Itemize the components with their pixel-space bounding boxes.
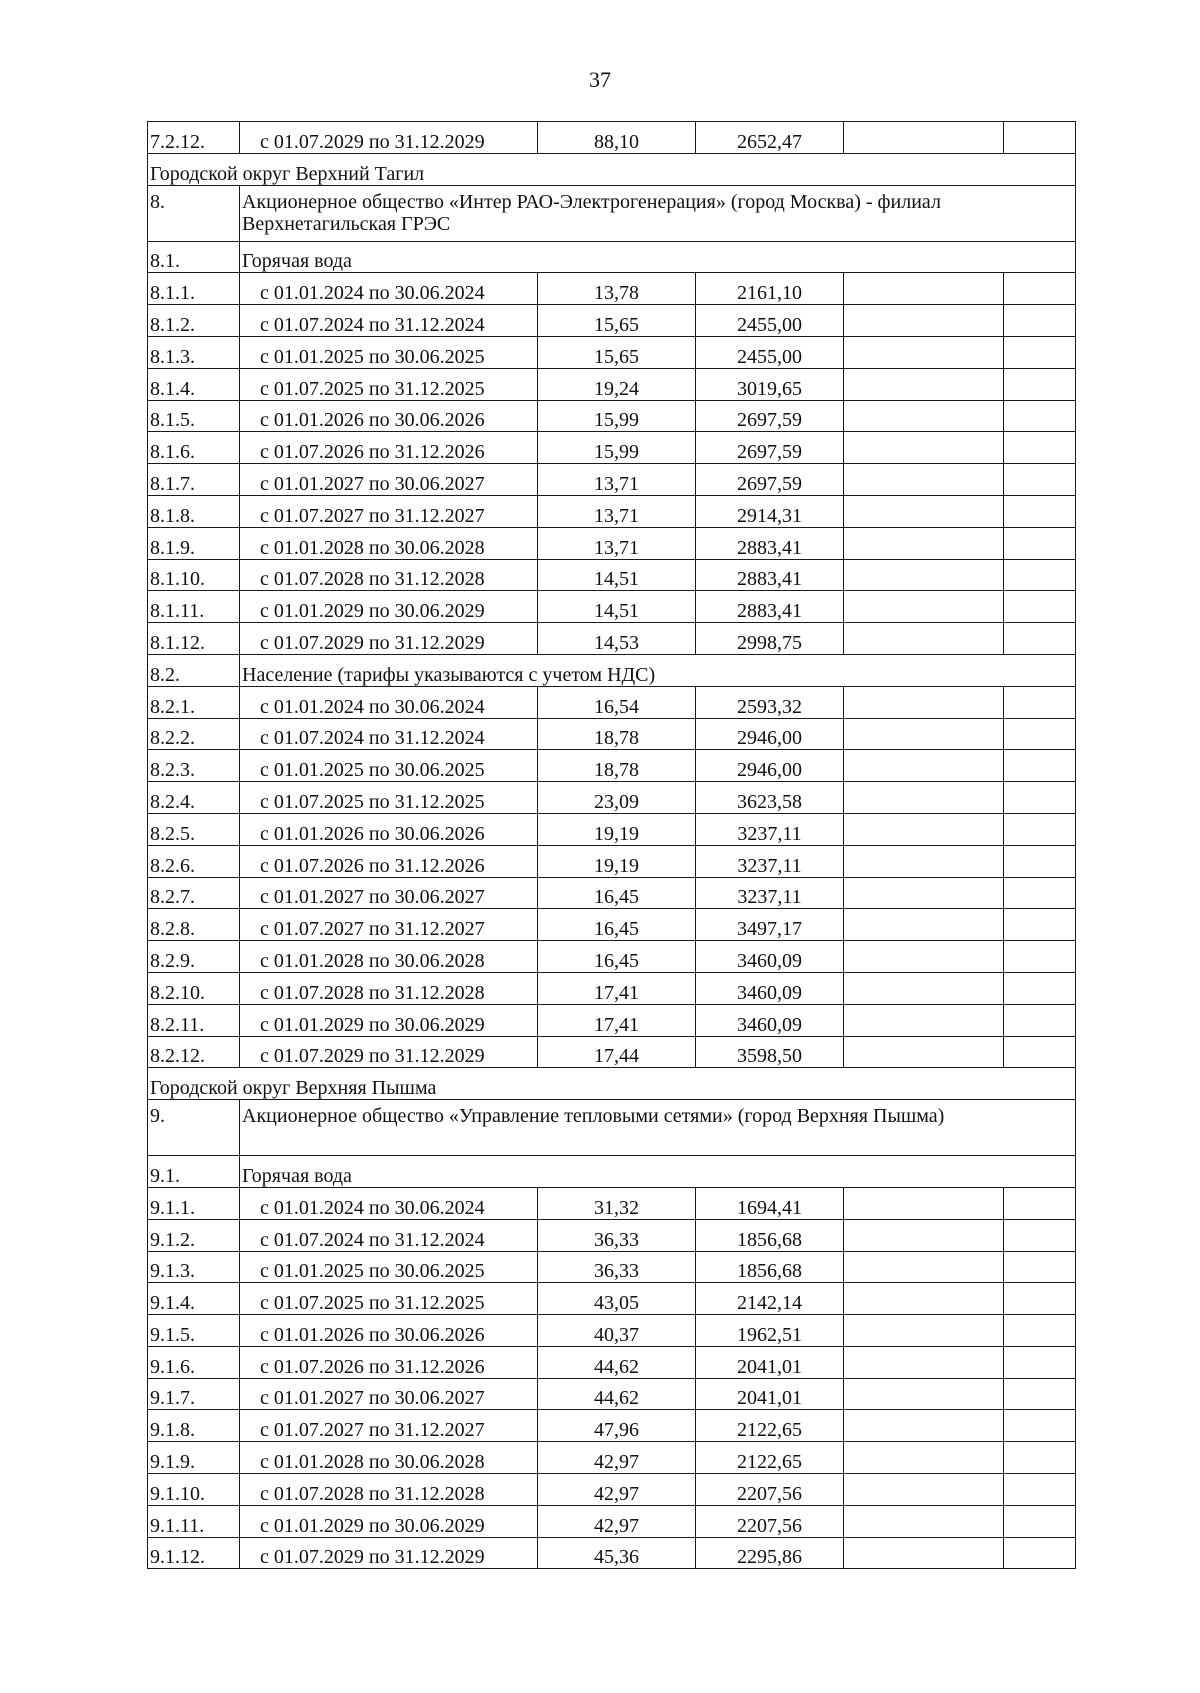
row-empty-cell (1004, 1219, 1076, 1251)
table-row (148, 1251, 1076, 1283)
row-period: с 01.01.2024 по 30.06.2024 (240, 273, 538, 305)
table-row (148, 941, 1076, 973)
row-value-2: 2883,41 (696, 527, 844, 559)
table-row (148, 368, 1076, 400)
row-value-2: 2946,00 (696, 750, 844, 782)
row-period: с 01.07.2029 по 31.12.2029 (240, 623, 538, 655)
row-empty-cell (1004, 591, 1076, 623)
table-row (148, 273, 1076, 305)
row-value-1: 14,51 (538, 559, 696, 591)
row-empty-cell (844, 718, 1004, 750)
row-empty-cell (844, 1378, 1004, 1410)
row-value-1: 13,71 (538, 527, 696, 559)
row-code: 8.1.9. (148, 527, 240, 559)
row-code: 8.1.11. (148, 591, 240, 623)
row-value-1: 42,97 (538, 1505, 696, 1537)
row-value-2: 2041,01 (696, 1346, 844, 1378)
row-value-1: 17,44 (538, 1036, 696, 1068)
row-code: 9.1.3. (148, 1251, 240, 1283)
organization-row (148, 1100, 1076, 1156)
row-code: 8.1. (148, 241, 240, 273)
row-period: с 01.07.2025 по 31.12.2025 (240, 782, 538, 814)
organization-name: Акционерное общество «Интер РАО-Электрогенерация» (город Москва) - филиал Верхнетагильская ГРЭС (240, 185, 1076, 241)
table-row (148, 718, 1076, 750)
row-period: с 01.01.2024 по 30.06.2024 (240, 1187, 538, 1219)
row-period: с 01.07.2026 по 31.12.2026 (240, 1346, 538, 1378)
row-empty-cell (1004, 1004, 1076, 1036)
row-empty-cell (844, 1315, 1004, 1347)
row-period: с 01.07.2029 по 31.12.2029 (240, 122, 538, 154)
row-value-1: 42,97 (538, 1442, 696, 1474)
row-value-2: 3237,11 (696, 845, 844, 877)
row-value-1: 36,33 (538, 1251, 696, 1283)
row-code: 8.2.12. (148, 1036, 240, 1068)
row-empty-cell (1004, 559, 1076, 591)
row-value-1: 19,24 (538, 368, 696, 400)
row-value-2: 2697,59 (696, 432, 844, 464)
row-period: с 01.01.2024 по 30.06.2024 (240, 686, 538, 718)
table-row (148, 750, 1076, 782)
row-empty-cell (844, 1505, 1004, 1537)
row-empty-cell (844, 591, 1004, 623)
row-period: с 01.01.2027 по 30.06.2027 (240, 1378, 538, 1410)
table-row (148, 845, 1076, 877)
row-code: 8.2.4. (148, 782, 240, 814)
row-value-2: 2883,41 (696, 591, 844, 623)
row-code: 9.1.7. (148, 1378, 240, 1410)
row-empty-cell (844, 400, 1004, 432)
table-row (148, 336, 1076, 368)
row-empty-cell (844, 559, 1004, 591)
row-code: 8.1.8. (148, 495, 240, 527)
row-code: 8.2.6. (148, 845, 240, 877)
row-period: с 01.01.2029 по 30.06.2029 (240, 591, 538, 623)
row-empty-cell (1004, 750, 1076, 782)
tariff-table (147, 121, 1076, 1569)
row-empty-cell (844, 1442, 1004, 1474)
row-code: 8.1.3. (148, 336, 240, 368)
group-header-row (148, 241, 1076, 273)
row-period: с 01.01.2025 по 30.06.2025 (240, 336, 538, 368)
row-period: с 01.07.2028 по 31.12.2028 (240, 1474, 538, 1506)
row-value-2: 3497,17 (696, 909, 844, 941)
table-row (148, 877, 1076, 909)
row-period: с 01.01.2028 по 30.06.2028 (240, 527, 538, 559)
row-code: 8.2.3. (148, 750, 240, 782)
row-value-1: 44,62 (538, 1378, 696, 1410)
table-row (148, 813, 1076, 845)
row-value-2: 2946,00 (696, 718, 844, 750)
row-empty-cell (1004, 877, 1076, 909)
row-empty-cell (1004, 273, 1076, 305)
organization-name: Акционерное общество «Управление тепловыми сетями» (город Верхняя Пышма) (240, 1100, 1076, 1156)
row-value-2: 2455,00 (696, 305, 844, 337)
row-period: с 01.01.2026 по 30.06.2026 (240, 1315, 538, 1347)
row-code: 8.1.1. (148, 273, 240, 305)
row-value-2: 1856,68 (696, 1251, 844, 1283)
row-empty-cell (844, 972, 1004, 1004)
row-period: с 01.01.2026 по 30.06.2026 (240, 400, 538, 432)
row-period: с 01.01.2029 по 30.06.2029 (240, 1004, 538, 1036)
table-row (148, 559, 1076, 591)
row-value-2: 3460,09 (696, 972, 844, 1004)
table-row (148, 400, 1076, 432)
row-value-1: 13,71 (538, 464, 696, 496)
group-header-row (148, 1156, 1076, 1188)
row-period: с 01.07.2027 по 31.12.2027 (240, 495, 538, 527)
row-empty-cell (844, 464, 1004, 496)
row-empty-cell (1004, 1505, 1076, 1537)
row-code: 9.1.8. (148, 1410, 240, 1442)
tariff-table-body (148, 122, 1076, 1569)
row-period: с 01.07.2024 по 31.12.2024 (240, 305, 538, 337)
row-value-1: 17,41 (538, 972, 696, 1004)
table-row (148, 623, 1076, 655)
organization-row (148, 185, 1076, 241)
row-period: с 01.01.2028 по 30.06.2028 (240, 941, 538, 973)
row-empty-cell (844, 432, 1004, 464)
row-code: 9.1.10. (148, 1474, 240, 1506)
row-value-2: 2652,47 (696, 122, 844, 154)
row-empty-cell (844, 273, 1004, 305)
row-period: с 01.01.2028 по 30.06.2028 (240, 1442, 538, 1474)
row-code: 7.2.12. (148, 122, 240, 154)
row-empty-cell (1004, 909, 1076, 941)
row-empty-cell (1004, 1346, 1076, 1378)
row-period: с 01.07.2027 по 31.12.2027 (240, 1410, 538, 1442)
row-value-2: 1856,68 (696, 1219, 844, 1251)
row-value-1: 17,41 (538, 1004, 696, 1036)
row-value-2: 3460,09 (696, 941, 844, 973)
row-code: 9.1.4. (148, 1283, 240, 1315)
row-empty-cell (844, 1346, 1004, 1378)
row-empty-cell (844, 336, 1004, 368)
row-empty-cell (1004, 1410, 1076, 1442)
row-code: 9. (148, 1100, 240, 1156)
row-empty-cell (844, 1251, 1004, 1283)
group-title: Население (тарифы указываются с учетом НДС) (240, 654, 1076, 686)
row-value-1: 19,19 (538, 845, 696, 877)
row-code: 8.2.2. (148, 718, 240, 750)
row-period: с 01.01.2029 по 30.06.2029 (240, 1505, 538, 1537)
row-value-2: 2295,86 (696, 1537, 844, 1569)
row-value-1: 43,05 (538, 1283, 696, 1315)
row-value-1: 18,78 (538, 750, 696, 782)
row-period: с 01.01.2026 по 30.06.2026 (240, 813, 538, 845)
table-row (148, 1410, 1076, 1442)
row-value-1: 15,65 (538, 305, 696, 337)
row-empty-cell (844, 1036, 1004, 1068)
section-header-row (148, 153, 1076, 185)
row-code: 8.2.7. (148, 877, 240, 909)
row-empty-cell (844, 1410, 1004, 1442)
row-value-2: 2998,75 (696, 623, 844, 655)
row-value-1: 16,54 (538, 686, 696, 718)
row-period: с 01.07.2024 по 31.12.2024 (240, 718, 538, 750)
row-empty-cell (844, 1537, 1004, 1569)
table-row (148, 122, 1076, 154)
row-code: 9.1.5. (148, 1315, 240, 1347)
row-value-1: 40,37 (538, 1315, 696, 1347)
section-title: Городской округ Верхний Тагил (148, 153, 1076, 185)
row-value-1: 14,53 (538, 623, 696, 655)
row-value-2: 3237,11 (696, 877, 844, 909)
row-period: с 01.07.2024 по 31.12.2024 (240, 1219, 538, 1251)
table-row (148, 527, 1076, 559)
row-value-1: 36,33 (538, 1219, 696, 1251)
row-period: с 01.07.2028 по 31.12.2028 (240, 972, 538, 1004)
table-row (148, 1187, 1076, 1219)
row-value-1: 18,78 (538, 718, 696, 750)
row-value-1: 19,19 (538, 813, 696, 845)
row-code: 8.1.2. (148, 305, 240, 337)
row-value-2: 2697,59 (696, 464, 844, 496)
row-empty-cell (1004, 1283, 1076, 1315)
row-empty-cell (1004, 941, 1076, 973)
row-code: 8.2.5. (148, 813, 240, 845)
row-code: 8.2. (148, 654, 240, 686)
row-period: с 01.07.2027 по 31.12.2027 (240, 909, 538, 941)
table-row (148, 1505, 1076, 1537)
row-period: с 01.07.2026 по 31.12.2026 (240, 432, 538, 464)
row-period: с 01.01.2027 по 30.06.2027 (240, 464, 538, 496)
page-number: 37 (589, 67, 611, 92)
row-value-1: 14,51 (538, 591, 696, 623)
row-empty-cell (844, 941, 1004, 973)
row-value-2: 2883,41 (696, 559, 844, 591)
row-period: с 01.01.2025 по 30.06.2025 (240, 1251, 538, 1283)
table-row (148, 1219, 1076, 1251)
row-empty-cell (1004, 464, 1076, 496)
row-value-1: 13,78 (538, 273, 696, 305)
group-title: Горячая вода (240, 1156, 1076, 1188)
table-row (148, 1315, 1076, 1347)
row-code: 8.1.5. (148, 400, 240, 432)
row-code: 8.2.9. (148, 941, 240, 973)
row-value-1: 16,45 (538, 909, 696, 941)
row-value-2: 2122,65 (696, 1442, 844, 1474)
row-empty-cell (844, 909, 1004, 941)
table-row (148, 972, 1076, 1004)
row-value-2: 3460,09 (696, 1004, 844, 1036)
row-value-2: 2593,32 (696, 686, 844, 718)
row-empty-cell (844, 686, 1004, 718)
table-row (148, 782, 1076, 814)
table-row (148, 1442, 1076, 1474)
row-value-1: 16,45 (538, 877, 696, 909)
row-empty-cell (1004, 1378, 1076, 1410)
row-empty-cell (844, 877, 1004, 909)
row-value-2: 2697,59 (696, 400, 844, 432)
row-empty-cell (1004, 845, 1076, 877)
row-empty-cell (1004, 1537, 1076, 1569)
row-code: 9.1. (148, 1156, 240, 1188)
row-value-1: 47,96 (538, 1410, 696, 1442)
row-value-2: 2455,00 (696, 336, 844, 368)
row-empty-cell (1004, 623, 1076, 655)
row-period: с 01.07.2025 по 31.12.2025 (240, 368, 538, 400)
table-row (148, 686, 1076, 718)
row-value-1: 23,09 (538, 782, 696, 814)
row-empty-cell (844, 122, 1004, 154)
row-empty-cell (844, 813, 1004, 845)
row-empty-cell (844, 750, 1004, 782)
row-empty-cell (1004, 336, 1076, 368)
row-code: 8.2.1. (148, 686, 240, 718)
row-empty-cell (1004, 368, 1076, 400)
row-empty-cell (1004, 972, 1076, 1004)
section-header-row (148, 1068, 1076, 1100)
row-code: 8.1.12. (148, 623, 240, 655)
row-empty-cell (844, 782, 1004, 814)
row-empty-cell (1004, 1474, 1076, 1506)
row-empty-cell (1004, 527, 1076, 559)
table-row (148, 432, 1076, 464)
row-empty-cell (844, 495, 1004, 527)
row-value-2: 2161,10 (696, 273, 844, 305)
group-title: Горячая вода (240, 241, 1076, 273)
row-period: с 01.07.2028 по 31.12.2028 (240, 559, 538, 591)
row-empty-cell (844, 305, 1004, 337)
table-row (148, 1036, 1076, 1068)
row-period: с 01.01.2025 по 30.06.2025 (240, 750, 538, 782)
row-value-2: 1962,51 (696, 1315, 844, 1347)
row-value-2: 3019,65 (696, 368, 844, 400)
table-row (148, 305, 1076, 337)
table-row (148, 1283, 1076, 1315)
row-value-2: 3623,58 (696, 782, 844, 814)
row-value-2: 2207,56 (696, 1505, 844, 1537)
row-empty-cell (1004, 305, 1076, 337)
row-value-1: 44,62 (538, 1346, 696, 1378)
row-empty-cell (844, 368, 1004, 400)
row-empty-cell (1004, 718, 1076, 750)
row-code: 8.1.6. (148, 432, 240, 464)
row-value-2: 2041,01 (696, 1378, 844, 1410)
row-value-1: 45,36 (538, 1537, 696, 1569)
row-code: 9.1.11. (148, 1505, 240, 1537)
row-empty-cell (844, 1474, 1004, 1506)
row-code: 8.2.8. (148, 909, 240, 941)
table-row (148, 1474, 1076, 1506)
row-empty-cell (844, 1283, 1004, 1315)
row-value-1: 15,65 (538, 336, 696, 368)
row-empty-cell (1004, 1315, 1076, 1347)
table-row (148, 464, 1076, 496)
row-period: с 01.07.2029 по 31.12.2029 (240, 1537, 538, 1569)
row-empty-cell (1004, 122, 1076, 154)
row-empty-cell (1004, 813, 1076, 845)
row-empty-cell (1004, 1036, 1076, 1068)
row-empty-cell (844, 623, 1004, 655)
row-empty-cell (1004, 1442, 1076, 1474)
row-period: с 01.01.2027 по 30.06.2027 (240, 877, 538, 909)
row-code: 9.1.6. (148, 1346, 240, 1378)
row-value-2: 1694,41 (696, 1187, 844, 1219)
table-row (148, 495, 1076, 527)
row-value-2: 2914,31 (696, 495, 844, 527)
row-empty-cell (1004, 495, 1076, 527)
row-value-1: 15,99 (538, 432, 696, 464)
row-empty-cell (1004, 1187, 1076, 1219)
row-empty-cell (1004, 782, 1076, 814)
row-period: с 01.07.2025 по 31.12.2025 (240, 1283, 538, 1315)
row-code: 8.1.7. (148, 464, 240, 496)
row-empty-cell (1004, 432, 1076, 464)
row-value-1: 31,32 (538, 1187, 696, 1219)
row-empty-cell (1004, 400, 1076, 432)
row-value-1: 42,97 (538, 1474, 696, 1506)
row-code: 9.1.2. (148, 1219, 240, 1251)
row-value-1: 88,10 (538, 122, 696, 154)
table-row (148, 1346, 1076, 1378)
row-code: 9.1.12. (148, 1537, 240, 1569)
table-row (148, 1004, 1076, 1036)
row-empty-cell (1004, 686, 1076, 718)
table-row (148, 909, 1076, 941)
row-empty-cell (1004, 1251, 1076, 1283)
row-period: с 01.07.2029 по 31.12.2029 (240, 1036, 538, 1068)
table-row (148, 1378, 1076, 1410)
row-code: 8.1.10. (148, 559, 240, 591)
table-row (148, 591, 1076, 623)
row-empty-cell (844, 845, 1004, 877)
row-empty-cell (844, 1004, 1004, 1036)
row-empty-cell (844, 1219, 1004, 1251)
row-empty-cell (844, 1187, 1004, 1219)
row-empty-cell (844, 527, 1004, 559)
row-value-2: 2207,56 (696, 1474, 844, 1506)
section-title: Городской округ Верхняя Пышма (148, 1068, 1076, 1100)
table-row (148, 1537, 1076, 1569)
row-value-2: 3598,50 (696, 1036, 844, 1068)
group-header-row (148, 654, 1076, 686)
row-code: 8.2.11. (148, 1004, 240, 1036)
row-value-2: 2142,14 (696, 1283, 844, 1315)
row-code: 8.1.4. (148, 368, 240, 400)
row-period: с 01.07.2026 по 31.12.2026 (240, 845, 538, 877)
row-value-1: 15,99 (538, 400, 696, 432)
row-code: 8.2.10. (148, 972, 240, 1004)
row-code: 8. (148, 185, 240, 241)
row-value-2: 3237,11 (696, 813, 844, 845)
row-value-2: 2122,65 (696, 1410, 844, 1442)
row-value-1: 16,45 (538, 941, 696, 973)
row-code: 9.1.9. (148, 1442, 240, 1474)
row-code: 9.1.1. (148, 1187, 240, 1219)
row-value-1: 13,71 (538, 495, 696, 527)
